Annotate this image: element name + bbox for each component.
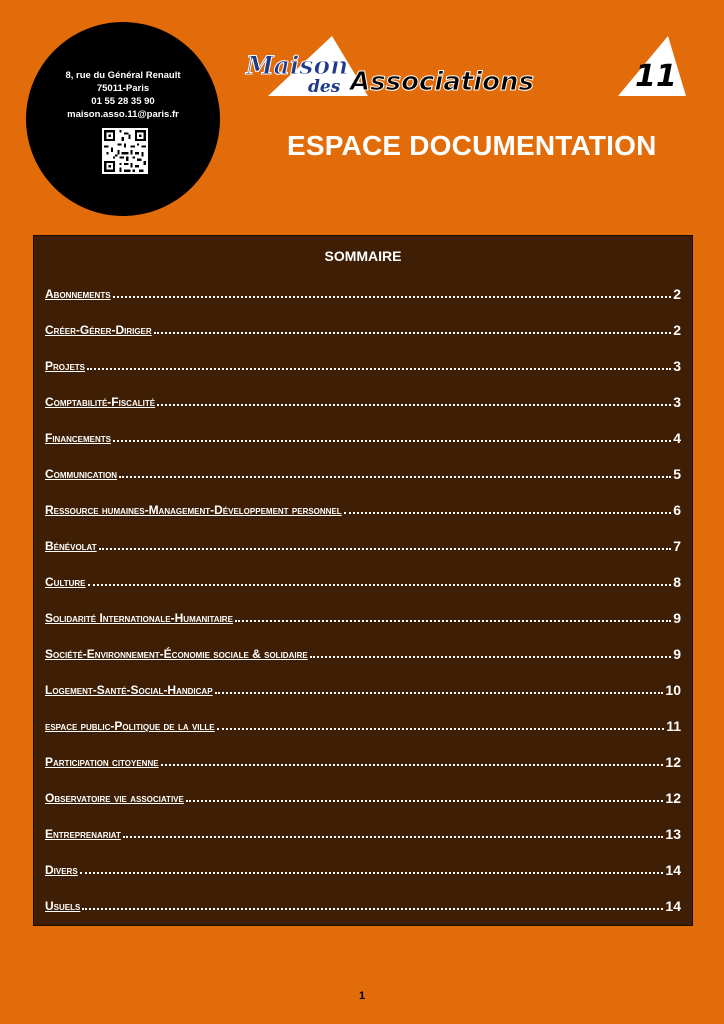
toc-entry-page: 5 — [673, 466, 681, 482]
toc-entry-usuels[interactable] — [45, 894, 681, 914]
toc-entry-page: 8 — [673, 574, 681, 590]
toc-entry-label: Bénévolat — [45, 539, 97, 553]
toc-entry-benevolat[interactable] — [45, 534, 681, 554]
toc-entry-page: 9 — [673, 646, 681, 662]
toc-entry-label: Logement-Santé-Social-Handicap — [45, 683, 213, 697]
toc-entry-comptabilite-fiscalite[interactable] — [45, 390, 681, 410]
toc-leader — [186, 799, 664, 802]
toc-entry-ressources-humaines[interactable] — [45, 498, 681, 518]
toc-leader — [113, 439, 671, 442]
toc-entry-communication[interactable] — [45, 462, 681, 482]
toc-leader — [99, 547, 672, 550]
toc-entry-page: 10 — [665, 682, 681, 698]
logo-word-associations: Associations — [350, 67, 534, 97]
contact-address — [26, 69, 220, 121]
logo-word-des: des — [308, 77, 341, 97]
toc-entry-projets[interactable] — [45, 354, 681, 374]
toc-entry-label: Société-Environnement-Économie sociale & solidaire — [45, 647, 308, 661]
page-title: ESPACE DOCUMENTATION — [287, 130, 657, 161]
toc-leader — [123, 835, 664, 838]
toc-leader — [154, 331, 672, 334]
logo-word-maison: Maison — [246, 51, 349, 80]
toc-entry-abonnements[interactable] — [45, 282, 681, 302]
toc-entry-label: Observatoire vie associative — [45, 791, 184, 805]
toc-entry-label: Divers — [45, 863, 78, 877]
toc-entry-label: Solidarité Internationale-Humanitaire — [45, 611, 233, 625]
toc-entry-page: 2 — [673, 286, 681, 302]
toc-leader — [119, 475, 671, 478]
toc-entry-label: Projets — [45, 359, 86, 373]
toc-entry-entreprenariat[interactable] — [45, 822, 681, 842]
toc-entry-page: 13 — [665, 826, 681, 842]
toc-entry-label: Culture — [45, 575, 86, 589]
toc-leader — [113, 295, 672, 298]
toc-entry-societe-environnement[interactable] — [45, 642, 681, 662]
toc-entry-label: Participation citoyenne — [45, 755, 159, 769]
toc-entry-page: 7 — [673, 538, 681, 554]
maison-des-associations-logo — [240, 34, 686, 98]
toc-leader — [344, 511, 672, 514]
toc-entry-page: 3 — [673, 394, 681, 410]
toc-entry-label: Entreprenariat — [45, 827, 121, 841]
toc-entry-observatoire-vie-associative[interactable] — [45, 786, 681, 806]
toc-entry-divers[interactable] — [45, 858, 681, 878]
toc-entry-page: 2 — [673, 322, 681, 338]
toc-entry-financements[interactable] — [45, 426, 681, 446]
toc-leader — [161, 763, 664, 766]
toc-entry-page: 12 — [665, 790, 681, 806]
toc-entry-page: 14 — [665, 898, 681, 914]
toc-entry-label: Communication — [45, 467, 118, 481]
toc-entry-page: 11 — [666, 718, 681, 734]
contact-street: 8, rue du Général Renault — [65, 70, 181, 81]
toc-entry-logement-sante[interactable] — [45, 678, 681, 698]
toc-entry-culture[interactable] — [45, 570, 681, 590]
toc-entry-label: Créer-Gérer-Diriger — [45, 323, 152, 337]
toc-entry-label: Ressource humaines-Management-Développement personnel — [45, 503, 342, 517]
toc-entry-label: Comptabilité-Fiscalité — [45, 395, 156, 409]
toc-entry-page: 12 — [665, 754, 681, 770]
toc-leader — [87, 367, 671, 370]
toc-leader — [215, 691, 664, 694]
toc-leader — [310, 655, 672, 658]
toc-entry-page: 6 — [673, 502, 681, 518]
qr-code-icon — [102, 128, 148, 174]
contact-email: maison.asso.11@paris.fr — [67, 109, 179, 120]
toc-leader — [80, 871, 664, 874]
toc-entry-label: espace public-Politique de la ville — [45, 719, 215, 733]
logo-number: 11 — [635, 59, 677, 94]
toc-heading: SOMMAIRE — [324, 248, 402, 264]
table-of-contents — [33, 235, 693, 926]
toc-entry-label: Usuels — [45, 899, 81, 913]
toc-leader — [235, 619, 671, 622]
toc-leader — [88, 583, 672, 586]
toc-entry-page: 4 — [673, 430, 681, 446]
toc-entry-espace-public[interactable] — [45, 714, 681, 734]
toc-entry-participation-citoyenne[interactable] — [45, 750, 681, 770]
toc-entry-label: Financements — [45, 431, 111, 445]
toc-leader — [157, 403, 671, 406]
toc-entry-creer-gerer-diriger[interactable] — [45, 318, 681, 338]
toc-entry-label: Abonnements — [45, 287, 111, 301]
toc-entry-page: 3 — [673, 358, 681, 374]
toc-entry-page: 14 — [665, 862, 681, 878]
toc-leader — [82, 907, 663, 910]
toc-entry-page: 9 — [673, 610, 681, 626]
contact-phone: 01 55 28 35 90 — [91, 96, 155, 107]
page-number: 1 — [358, 990, 366, 1002]
contact-circle — [26, 22, 220, 216]
contact-city: 75011-Paris — [96, 83, 150, 94]
toc-entry-solidarite-internationale[interactable] — [45, 606, 681, 626]
toc-leader — [217, 727, 665, 730]
